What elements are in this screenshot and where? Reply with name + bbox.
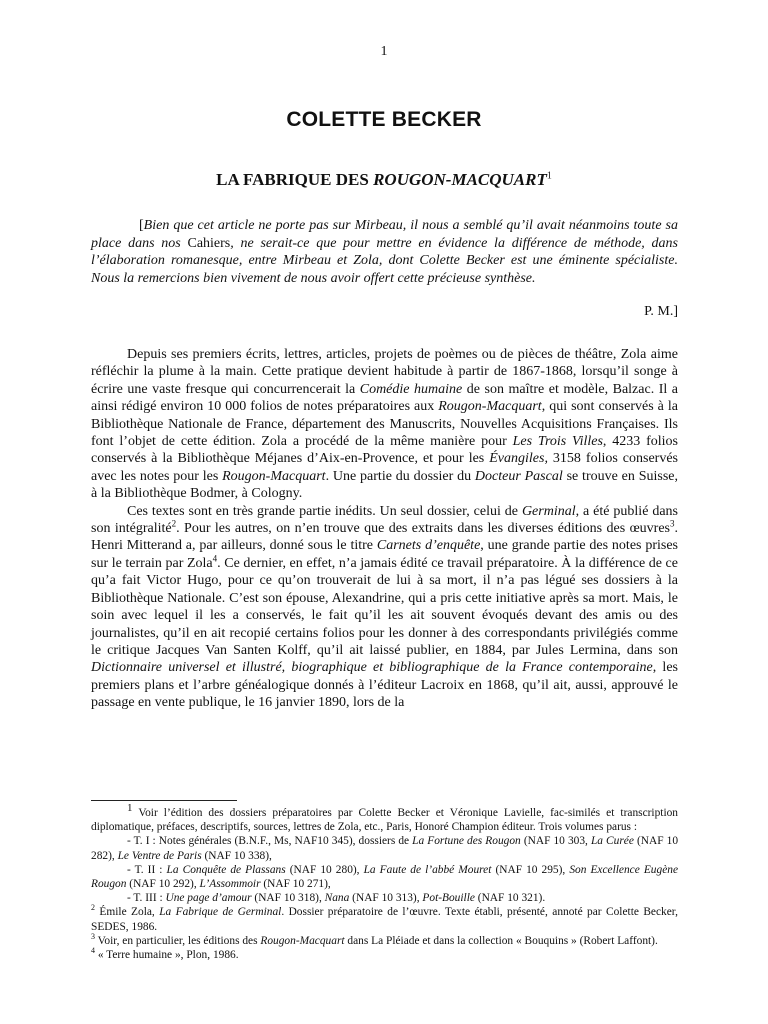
footnote-1-volume-3 bbox=[91, 891, 678, 905]
italic-run: Rougon-Macquart bbox=[260, 934, 345, 947]
text-run: , les premiers plans et l’arbre généalogique donnés à l’éditeur Lacroix en 1868, qu’il ait, aussi, approuvé le passage en vente publique, le 16 janvier 1890, lors de la bbox=[91, 660, 678, 711]
italic-run: Les Trois Villes bbox=[512, 434, 603, 450]
text-run: (NAF 10 303, bbox=[520, 835, 591, 848]
italic-run: La Conquête de Plassans bbox=[166, 863, 286, 876]
text-run: 3158 folios conservés avec les notes pour les bbox=[91, 451, 678, 484]
text-run: se trouve en Suisse, à la Bibliothèque Bodmer, à Cologny. bbox=[91, 468, 678, 502]
text-run: dans La Pléiade et dans la collection « Bouquins » (Robert Laffont). bbox=[344, 934, 658, 947]
footnote-1-volume-1 bbox=[91, 834, 678, 862]
intro-italic-1: Bien que cet article ne porte pas sur Mirbeau, il nous a semblé qu’il avait néanmoins toute sa place dans nos bbox=[91, 218, 678, 251]
footnote-1-volume-2 bbox=[91, 863, 678, 891]
article-body bbox=[91, 346, 678, 712]
italic-run: L’Assommoir bbox=[199, 878, 261, 891]
text-run: Voir, en particulier, les éditions des bbox=[95, 934, 261, 947]
text-run: de son maître et modèle, Balzac. Il a ainsi rédigé environ 10 000 folios de notes préparatoires aux bbox=[91, 381, 679, 415]
text-run: . Pour les autres, on n’en trouve que des extraits dans les diverses éditions des œuvres bbox=[176, 521, 671, 537]
italic-run: La Fortune des Rougon bbox=[412, 835, 521, 848]
italic-run: La Faute de l’abbé Mouret bbox=[363, 863, 492, 876]
footnote-ref-3[interactable]: 3 bbox=[670, 518, 675, 529]
text-run: (NAF 10 295), bbox=[491, 863, 570, 876]
italic-run: Dictionnaire universel et illustré, biographique et bibliographique de la France contemporaine bbox=[91, 660, 653, 676]
text-run: . Henri Mitterand a, par ailleurs, donné sous le titre bbox=[91, 521, 679, 554]
intro-cahiers: Cahiers bbox=[187, 235, 231, 251]
text-run: (NAF 10 280), bbox=[285, 863, 364, 876]
text-run: (NAF 10 282), bbox=[91, 835, 679, 862]
text-run: (NAF 10 313), bbox=[349, 892, 423, 905]
italic-run: Rougon-Macquart bbox=[438, 399, 542, 415]
text-run: Depuis ses premiers écrits, lettres, articles, projets de poèmes ou de pièces de théâtre, Zola aime réfléchir la plume à la main. Cette pratique devient habitude à partir de 1867-1868, lorsqu’il songe à écrire une vaste fresque qui concurrencerait la bbox=[91, 347, 678, 397]
text-run: . Dossier préparatoire de l’œuvre. Texte établi, présenté, annoté par Colette Becker, SEDES, 1986. bbox=[91, 906, 678, 933]
italic-run: Carnets d’enquête bbox=[376, 538, 481, 554]
text-run: - T. II : bbox=[127, 863, 167, 876]
text-run: (NAF 10 338), bbox=[201, 849, 272, 862]
paragraph-2 bbox=[91, 503, 678, 712]
footnote-number: 2 bbox=[91, 903, 95, 913]
text-run: Voir l’édition des dossiers préparatoires par Colette Becker et Véronique Lavielle, fac-similés et transcription diplomatique, préfaces, descriptifs, sources, lettres de Zola, etc., Paris, Honoré Champion éditeur. Trois volumes parus : bbox=[91, 807, 678, 834]
text-run: , 4233 folios conservés à la Bibliothèque Méjanes d’Aix-en-Provence, et pour les bbox=[91, 434, 678, 467]
editor-intro bbox=[91, 217, 678, 287]
footnote-ref-1[interactable]: 1 bbox=[546, 170, 552, 182]
italic-run: Docteur Pascal bbox=[474, 468, 563, 484]
text-run: (NAF 10 292), bbox=[126, 878, 200, 891]
footnote-number: 1 bbox=[127, 802, 133, 815]
text-run: , a été publié dans son intégralité bbox=[91, 503, 678, 537]
italic-run: Une page d’amour bbox=[165, 892, 252, 905]
text-run: (NAF 10 321). bbox=[474, 892, 546, 905]
footnote-number: 4 bbox=[91, 946, 95, 956]
text-run: (NAF 10 318), bbox=[251, 892, 325, 905]
title-italic: ROUGON-MACQUART bbox=[373, 170, 547, 189]
italic-run: La Fabrique de Germinal bbox=[159, 906, 282, 919]
footnote-number: 3 bbox=[91, 932, 95, 942]
footnote-1 bbox=[91, 802, 678, 834]
footnotes bbox=[91, 802, 679, 962]
footnote-ref-2[interactable]: 2 bbox=[171, 518, 177, 529]
footnote-4 bbox=[91, 948, 678, 962]
author-name: COLETTE BECKER bbox=[286, 108, 482, 131]
italic-run: Son Excellence Eugène Rougon bbox=[91, 863, 678, 891]
page-number: 1 bbox=[380, 44, 388, 59]
italic-run: Rougon-Macquart bbox=[222, 468, 326, 484]
italic-run: Comédie humaine bbox=[359, 381, 463, 397]
text-run: « Terre humaine », Plon, 1986. bbox=[95, 949, 239, 962]
italic-run: Évangiles, bbox=[489, 451, 548, 467]
paragraph-1 bbox=[91, 346, 678, 503]
footnote-separator bbox=[91, 800, 237, 801]
title-prefix: LA FABRIQUE DES bbox=[216, 170, 374, 189]
footnote-ref-4[interactable]: 4 bbox=[212, 553, 218, 564]
footnote-3 bbox=[91, 934, 678, 948]
text-run: (NAF 10 271), bbox=[260, 878, 331, 891]
article-title bbox=[0, 170, 768, 190]
text-run: - T. III : bbox=[127, 892, 166, 905]
text-run: , qui sont conservés à la Bibliothèque Nationale de France, département des Manuscrits, Nouvelles Acquisitions Françaises. Ils font l’objet de cette édition. Zola a procédé de la même manière pour bbox=[91, 399, 678, 450]
italic-run: Le Ventre de Paris bbox=[117, 849, 202, 862]
italic-run: Nana bbox=[324, 892, 350, 905]
intro-bracket: [ bbox=[139, 218, 144, 233]
text-run: Ces textes sont en très grande partie inédits. Un seul dossier, celui de bbox=[127, 503, 522, 519]
text-run: . Une partie du dossier du bbox=[325, 468, 475, 484]
intro-signature: P. M.] bbox=[644, 304, 678, 319]
text-run: , une grande partie des notes prises sur le terrain par Zola bbox=[91, 538, 679, 571]
text-run: Émile Zola, bbox=[95, 906, 160, 919]
text-run: - T. I : Notes générales (B.N.F., Ms, NAF10 345), dossiers de bbox=[127, 835, 413, 848]
italic-run: Germinal bbox=[521, 503, 576, 519]
italic-run: La Curée bbox=[590, 835, 634, 848]
italic-run: Pot-Bouille bbox=[422, 892, 475, 905]
footnote-2 bbox=[91, 905, 678, 933]
text-run: . Ce dernier, en effet, n’a jamais édité ce travail préparatoire. À la différence de ce qu’a fait Victor Hugo, pour ce qu’on trouverait de lui à sa mort, il n’a pas légué ses dossiers à la Bibliothèque Nationale. C’est son épouse, Alexandrine, qui a pris cette initiative après sa mort. Mais, le soin avec lequel il les a conservés, le fait qu’il les ait souvent évoqués devant des amis ou des journalistes, qu’il en ait recopié certains folios pour les donner à des correspondants privilégiés comme le critique Jacques Van Santen Kolff, qu’il ait laissé publier, en 1884, par Jules Lermina, dans son bbox=[91, 555, 678, 658]
intro-italic-2: , ne serait-ce que pour mettre en évidence la différence de méthode, dans l’élaboration romanesque, entre Mirbeau et Zola, dont Colette Becker est une éminente spécialiste. Nous la remercions bien vivement de nous avoir offert cette précieuse synthèse. bbox=[91, 235, 678, 286]
